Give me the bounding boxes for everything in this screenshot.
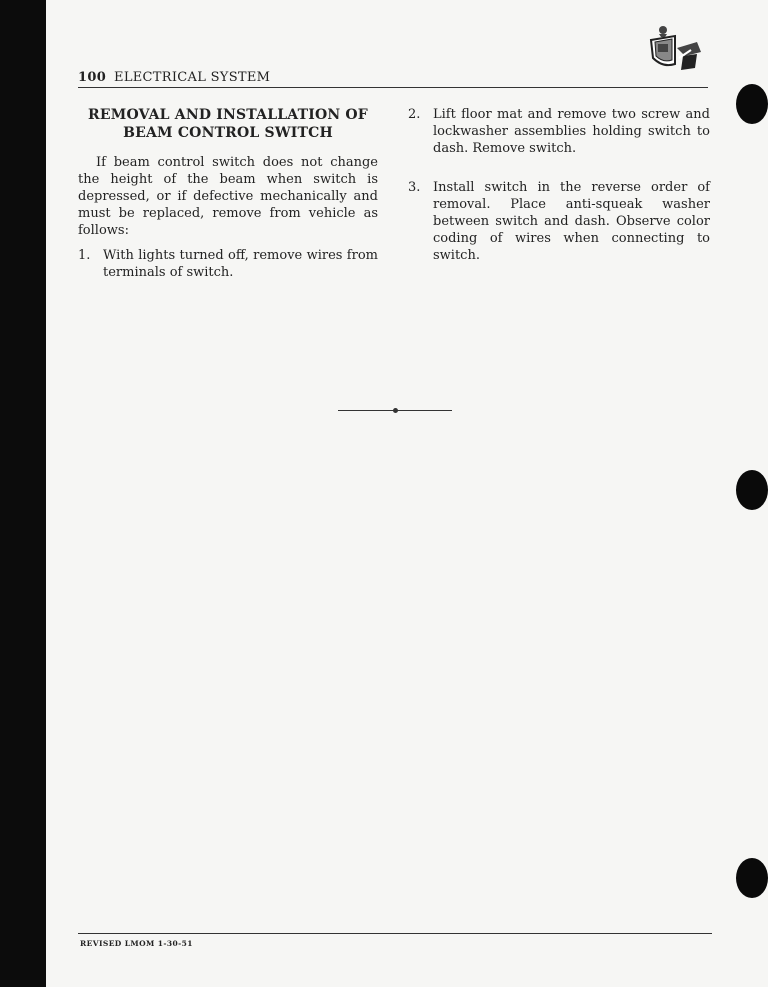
divider-ornament	[393, 408, 398, 413]
step-text: Install switch in the reverse order of removal. Place anti-squeak washer between switch and dash. Observe color coding of wires when connecting to switch.	[433, 180, 710, 263]
step-item	[408, 179, 710, 264]
step-number: 1.	[78, 248, 91, 263]
binder-hole	[736, 858, 768, 898]
section-title-line2: BEAM CONTROL SWITCH	[123, 125, 333, 141]
binder-hole	[736, 470, 768, 510]
step-item	[78, 247, 378, 281]
section-title-line1: REMOVAL AND INSTALLATION OF	[88, 107, 368, 123]
step-text: With lights turned off, remove wires from terminals of switch.	[103, 248, 378, 280]
step-text: Lift floor mat and remove two screw and lockwasher assemblies holding switch to dash. Remove switch.	[433, 107, 710, 156]
header-rule	[78, 87, 708, 88]
revision-footer: REVISED LMOM 1-30-51	[80, 939, 193, 948]
binder-hole	[736, 84, 768, 124]
step-item	[408, 106, 710, 157]
left-column	[78, 106, 378, 303]
section-title	[78, 106, 378, 142]
crest-emblem-icon	[645, 18, 705, 78]
step-number: 2.	[408, 107, 421, 122]
footer-rule	[78, 933, 712, 934]
running-head	[78, 70, 708, 85]
step-number: 3.	[408, 180, 421, 195]
binding-strip	[0, 0, 46, 987]
page-number: 100	[78, 70, 107, 85]
section-name: ELECTRICAL SYSTEM	[114, 70, 271, 85]
right-column	[408, 106, 710, 286]
intro-paragraph: If beam control switch does not change the height of the beam when switch is depressed, or if defective mechanically and must be replaced, remove from vehicle as follows:	[78, 155, 378, 238]
